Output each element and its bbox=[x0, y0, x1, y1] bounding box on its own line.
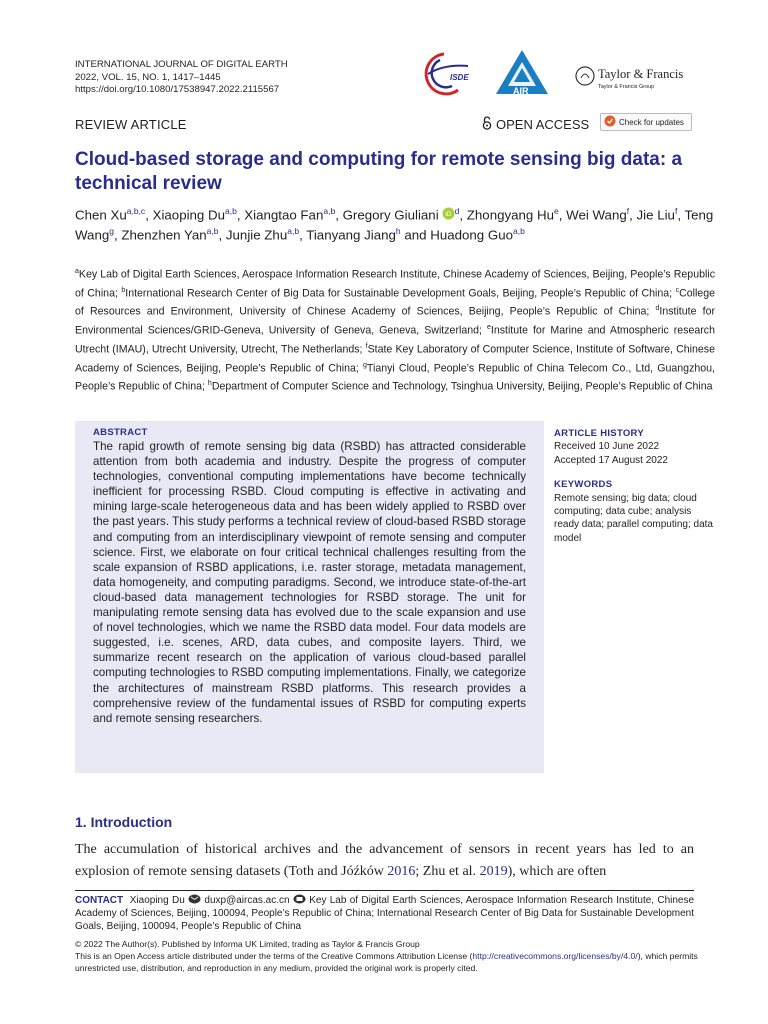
affiliation-mark: h bbox=[207, 380, 212, 388]
keywords-text: Remote sensing; big data; cloud computing; data cube; analysis ready data; parallel computing; data model bbox=[554, 492, 713, 544]
affiliation-mark: d bbox=[655, 305, 660, 313]
citation-link[interactable]: 2016 bbox=[387, 864, 416, 879]
license-link[interactable]: http://creativecommons.org/licenses/by/4.0/ bbox=[472, 950, 638, 961]
accepted-date: Accepted 17 August 2022 bbox=[554, 454, 668, 466]
author-name: Xiangtao Fan bbox=[244, 207, 324, 223]
author-affiliation-mark: f bbox=[626, 206, 630, 216]
journal-volume: 2022, VOL. 15, NO. 1, 1417–1445 bbox=[75, 71, 221, 83]
received-date: Received 10 June 2022 bbox=[554, 441, 660, 453]
affiliation-text: Tianyi Cloud, People’s Republic of China Telecom Co., Ltd, Guangzhou, People’s Republic of China; bbox=[75, 362, 715, 393]
keywords-heading: KEYWORDS bbox=[554, 479, 613, 491]
affiliation-text: State Key Laboratory of Computer Science, Institute of Software, Chinese Academy of Sciences, Beijing, People’s Republic of China; bbox=[75, 343, 715, 375]
contact-name: Xiaoping Du bbox=[129, 895, 185, 906]
svg-text:ISDE: ISDE bbox=[450, 73, 469, 82]
article-type: REVIEW ARTICLE bbox=[75, 117, 187, 132]
author-affiliation-mark: d bbox=[454, 206, 460, 216]
author-affiliation-mark: h bbox=[395, 226, 401, 237]
license-text-2: ), which permits unrestricted use, distribution, and reproduction in any medium, provided the original work is properly cited. bbox=[75, 950, 698, 973]
author-affiliation-mark: g bbox=[109, 226, 114, 237]
contact-label: CONTACT bbox=[75, 895, 124, 906]
svg-text:iD: iD bbox=[444, 211, 451, 219]
journal-header bbox=[75, 59, 288, 97]
affiliation-mark: g bbox=[363, 361, 367, 369]
author-affiliation-mark: a,b bbox=[225, 206, 237, 216]
affiliation-text: College of Resources and Environment, University of Chinese Academy of Sciences, Beijing, People’s Republic of China; bbox=[75, 287, 715, 318]
affiliation-text: Institute for Marine and Atmospheric research Utrecht (IMAU), Utrecht University, Utrecht, The Netherlands; bbox=[75, 324, 715, 356]
abstract-box bbox=[75, 421, 544, 773]
affiliation-mark: f bbox=[365, 342, 368, 350]
open-access-badge bbox=[482, 116, 589, 133]
author-name: Wei Wang bbox=[566, 207, 627, 223]
copyright-notice bbox=[75, 939, 715, 974]
author-affiliation-mark: a,b bbox=[287, 226, 300, 237]
abstract-text: The rapid growth of remote sensing big data (RSBD) has attracted considerable attention from both academia and industry. Despite the progress of computer technologies, conventional computing implementations have become technically inefficient for processing RSBD. Cloud computing is effective in activating and mining large-scale heterogeneous data and has been widely applied to RSBD over the past years. This study performs a technical review of cloud-based RSBD storage and computing from an interdisciplinary viewpoint of remote sensing and computer science. First, we elaborate on four critical technical challenges resulting from the scale expansion of RSBD applications, i.e. raster storage, metadata management, data homogeneity, and computing paradigms. Second, we introduce state-of-the-art cloud-based data management technologies for RSBD storage. The unit for manipulating remote sensing data has evolved due to the scale expansion and use of novel technologies, which we name the RSBD data model. Four data models are suggested, i.e. scenes, ARD, data cubes, and composite layers. Third, we summarize recent research on the application of various cloud-based parallel computing technologies to RSBD computing implementations. Finally, we categorize the architectures of mainstream RSBD platforms. This research provides a comprehensive review of the fundamental issues of RSBD for computing experts and remote sensing researchers. bbox=[93, 440, 526, 725]
footnote-divider bbox=[75, 890, 694, 891]
author-name: Gregory Giuliani bbox=[342, 207, 439, 223]
author-name: Teng Wang bbox=[75, 207, 714, 243]
affiliation-text: Institute for Environmental Sciences/GRID-Geneva, University of Geneva, Geneva, Switzerland; bbox=[75, 306, 716, 337]
intro-text-2: ; Zhu et al. bbox=[415, 864, 480, 879]
check-for-updates-button[interactable] bbox=[600, 113, 692, 131]
affiliation-text: Key Lab of Digital Earth Sciences, Aerospace Information Research Institute, Chinese Academy of Sciences, Beijing, People’s Republic of China; bbox=[75, 268, 715, 300]
article-title: Cloud-based storage and computing for remote sensing big data: a technical review bbox=[75, 149, 683, 194]
affiliation-mark: b bbox=[121, 286, 126, 294]
contact-footnote bbox=[75, 894, 694, 934]
orcid-icon[interactable] bbox=[439, 207, 455, 222]
affiliation-mark: a bbox=[75, 268, 79, 275]
author-name: Tianyang Jiang bbox=[306, 227, 396, 243]
citation-link[interactable]: 2019 bbox=[479, 864, 508, 879]
check-updates-label: Check for updates bbox=[619, 117, 684, 127]
introduction-heading: 1. Introduction bbox=[75, 814, 173, 830]
publisher-logos bbox=[414, 48, 694, 100]
author-name: Jie Liu bbox=[636, 207, 675, 223]
author-name: Huadong Guo bbox=[430, 227, 514, 243]
affiliation-mark: e bbox=[486, 324, 491, 332]
affiliation-text: Department of Computer Science and Technology, Tsinghua University, Beijing, People’s Republic of China bbox=[211, 380, 713, 393]
author-name: Chen Xu bbox=[75, 207, 127, 223]
license-text-1: This is an Open Access article distributed under the terms of the Creative Commons Attribution License ( bbox=[75, 950, 473, 961]
taylor-francis-logo bbox=[576, 67, 683, 90]
svg-text:AIR: AIR bbox=[513, 86, 529, 96]
author-affiliation-mark: a,b bbox=[206, 226, 219, 237]
author-affiliation-mark: a,b bbox=[323, 206, 336, 216]
author-name: Xiaoping Du bbox=[152, 207, 226, 223]
address-icon bbox=[293, 895, 306, 906]
air-logo bbox=[496, 50, 548, 96]
svg-text:Taylor & Francis Group: Taylor & Francis Group bbox=[598, 84, 655, 90]
author-affiliation-mark: a,b,c bbox=[126, 206, 146, 216]
intro-text-1: The accumulation of historical archives and the advancement of sensors in recent years has led to an explosion of remote sensing datasets (Toth and Jóźków bbox=[75, 842, 694, 879]
journal-doi[interactable]: https://doi.org/10.1080/17538947.2022.2115567 bbox=[75, 84, 280, 96]
abstract-heading: ABSTRACT bbox=[93, 427, 148, 438]
introduction-paragraph bbox=[75, 839, 694, 883]
check-updates-icon bbox=[604, 115, 616, 129]
author-affiliation-mark: e bbox=[554, 206, 559, 216]
author-affiliation-mark: f bbox=[674, 206, 678, 216]
journal-name: INTERNATIONAL JOURNAL OF DIGITAL EARTH bbox=[75, 59, 288, 70]
contact-email[interactable]: duxp@aircas.ac.cn bbox=[204, 895, 290, 906]
svg-text:Taylor & Francis: Taylor & Francis bbox=[598, 67, 684, 81]
intro-text-3: ), which are often bbox=[507, 864, 607, 879]
open-lock-icon bbox=[482, 116, 492, 133]
author-name: Zhenzhen Yan bbox=[121, 227, 207, 243]
article-sidebar bbox=[554, 427, 714, 545]
author-affiliation-mark: a,b bbox=[513, 226, 525, 237]
author-name: Junjie Zhu bbox=[225, 227, 288, 243]
copyright-line: © 2022 The Author(s). Published by Informa UK Limited, trading as Taylor & Francis Group bbox=[75, 939, 420, 949]
license-line bbox=[75, 951, 715, 975]
email-icon bbox=[188, 895, 201, 906]
affiliation-text: International Research Center of Big Data for Sustainable Development Goals, Beijing, People’s Republic of China; bbox=[125, 287, 676, 300]
affiliations bbox=[75, 264, 715, 395]
contact-address: Key Lab of Digital Earth Sciences, Aerospace Information Research Institute, Chinese Academy of Sciences, Beijing, 100094, People’s Republic of China; International Research Center of Big Data for Sustainable Development Goals, Beijing, 100094, People’s Republic of China bbox=[75, 895, 695, 933]
author-name: Zhongyang Hu bbox=[466, 207, 555, 223]
isde-logo bbox=[426, 54, 469, 94]
author-list: Chen Xu$^{a,b,c}$, Xiaoping Du$^{a,b}$, Xiangtao Fan$^{a,b}$, Gregory Giuliani iD $^d$, Zhongyang Hu$^e$, Wei Wang$^f$, Jie Liu$^f$, Teng Wang$^g$, Zhenzhen Yan$^{a,b}$, Junjie Zhu$^{a,b}$, Tianyang Jiang$^h$ and Huadong Guo$^{a,b}$ bbox=[75, 206, 714, 243]
article-history-heading: ARTICLE HISTORY bbox=[554, 428, 645, 439]
open-access-label: OPEN ACCESS bbox=[496, 117, 590, 132]
affiliation-mark: c bbox=[675, 286, 680, 294]
